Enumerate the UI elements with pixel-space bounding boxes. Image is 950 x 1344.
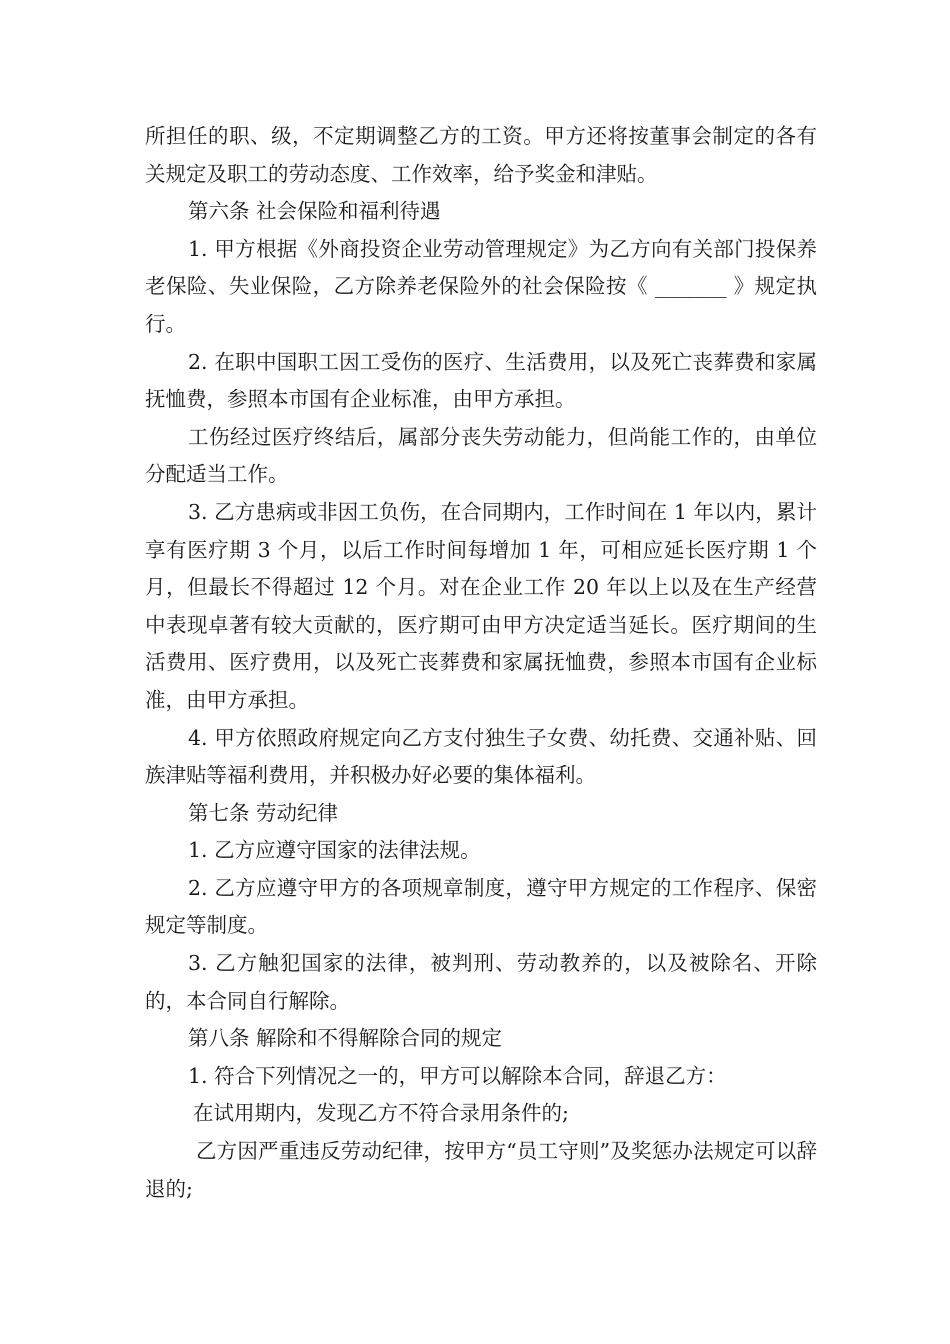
article-6-item-1: 1. 甲方根据《外商投资企业劳动管理规定》为乙方向有关部门投保养老保险、失业保险，乙方除养老保险外的社会保险按《 _______ 》规定执行。 xyxy=(145,236,817,336)
article-6-item-2: 2. 在职中国职工因工受伤的医疗、生活费用，以及死亡丧葬费和家属抚恤费，参照本市国有企业标准，由甲方承担。 xyxy=(145,349,817,412)
article-7-heading: 第七条 劳动纪律 xyxy=(188,800,339,825)
article-8-condition-probation: 在试用期内，发现乙方不符合录用条件的; xyxy=(193,1101,569,1126)
article-8-condition-discipline: 乙方因严重违反劳动纪律，按甲方“员工守则”及奖惩办法规定可以辞退的; xyxy=(145,1139,817,1201)
article-6-item-2-note: 工伤经过医疗终结后，属部分丧失劳动能力，但尚能工作的，由单位分配适当工作。 xyxy=(145,424,817,487)
paragraph-salary-continuation: 所担任的职、级，不定期调整乙方的工资。甲方还将按董事会制定的各有关规定及职工的劳动态度、工作效率，给予奖金和津贴。 xyxy=(145,124,817,186)
article-8-item-1: 1. 符合下列情况之一的，甲方可以解除本合同，辞退乙方： xyxy=(188,1063,727,1088)
article-7-item-1: 1. 乙方应遵守国家的法律法规。 xyxy=(188,838,481,863)
article-8-heading: 第八条 解除和不得解除合同的规定 xyxy=(188,1026,503,1051)
article-7-item-2: 2. 乙方应遵守甲方的各项规章制度，遵守甲方规定的工作程序、保密规定等制度。 xyxy=(145,875,817,938)
article-7-item-3: 3. 乙方触犯国家的法律，被判刑、劳动教养的，以及被除名、开除的，本合同自行解除。 xyxy=(145,951,817,1013)
article-6-heading: 第六条 社会保险和福利待遇 xyxy=(188,199,441,224)
article-6-item-4: 4. 甲方依照政府规定向乙方支付独生子女费、幼托费、交通补贴、回族津贴等福利费用，并积极办好必要的集体福利。 xyxy=(145,725,817,788)
document-body xyxy=(145,118,817,1208)
article-6-item-3: 3. 乙方患病或非因工负伤，在合同期内，工作时间在 1 年以内，累计享有医疗期 3 个月，以后工作时间每增加 1 年，可相应延长医疗期 1 个月，但最长不得超过 12 个月。对在企业工作 20 年以上以及在生产经营中表现卓著有较大贡献的，医疗期可由甲方决定适当延长。医疗期间的生活费用、医疗费用，以及死亡丧葬费和家属抚恤费，参照本市国有企业标准，由甲方承担。 xyxy=(145,499,817,712)
